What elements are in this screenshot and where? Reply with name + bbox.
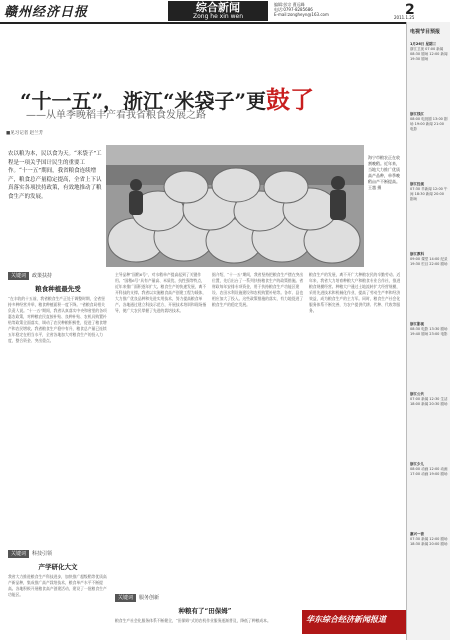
kicker-topic: 科技引领 (32, 551, 53, 557)
editor-contact (274, 2, 329, 17)
article-subtitle: ——从单季晚稻丰产看我省粮食发展之路 (26, 110, 206, 121)
article-column: 粮食生产的发展，离不开广大种粮农民的辛勤劳动。近年来，我省大力培育种粮大户和粮食专业合作社，推进粮食规模经营。种粮大户通过土地流转扩大经营规模，采用先进技术和机械化作业，提高了劳动生产率和经济效益，成为粮食生产的主力军。同时，粮食生产社会化服务体系不断完善，为农户提供代耕、代种、代收等服务。 (309, 272, 401, 313)
tv-guide-item (410, 42, 448, 62)
kicker-topic: 政策扶持 (32, 273, 53, 279)
channel-name: 浙江公共 (410, 392, 424, 396)
tv-guide-item (410, 112, 448, 132)
article-lead: 农以粮为本，民以食为天。“米袋子”工程是一项关乎国计民生的重要工作。“十一五”期间，我省粮食连续增产，粮食总产量稳定提高，全省上下认真落实各项扶持政策，有效地推动了粮食生产的发展。 (8, 151, 102, 200)
tv-guide-item (410, 392, 448, 407)
article-column: 主导品种“国稻6号”，对水稻单产提高起到了关键作用。“国稻6号”具有产量高、米质优、抗性强等特点，近年来推广面积逐年扩大。粮食生产的快速发展，离不开科技的支撑。我省以实施粮食高产创建工程为载体，大力推广优良品种和先进实用技术，努力提高粮食单产。各地通过建立科技示范方，开展技术培训和现场指导，使广大农民掌握了先进的栽培技术。 (115, 272, 207, 313)
section-title: 综合新闻 (196, 1, 240, 14)
channel-name: 浙江少儿 (410, 462, 424, 466)
kicker-topic: 服务创新 (139, 595, 160, 601)
tv-guide-heading: 电视节目预报 (410, 29, 441, 35)
tv-guide-item (410, 532, 448, 547)
channel-name: 1月26日 星期三 (410, 42, 437, 46)
kicker-label: 关键词 (8, 550, 29, 558)
channel-name: 浙江影视 (410, 322, 424, 326)
channel-schedule: 07:00 新闻 12:30 生活 18:00 新闻 20:30 剧场 (410, 397, 448, 406)
channel-name: 嘉兴一套 (410, 532, 424, 536)
tv-guide-item (410, 462, 448, 477)
contact-editors: 编辑:彭宗 曹远峰 (274, 2, 305, 7)
channel-schedule: 08:30 电影 13:30 剧场 19:40 剧场 23:00 电影 (410, 327, 448, 336)
kicker-service (115, 594, 162, 602)
section-heading: 种粮有了“田保姆” (178, 607, 232, 615)
rice-harvest-photo (106, 145, 364, 267)
page-header (0, 0, 450, 22)
section-heading: 粮食种植最先受 (35, 285, 81, 293)
promo-banner-text: 华东综合经济新闻报道 (306, 615, 386, 624)
headline-emphasis: 鼓了 (266, 85, 315, 114)
contact-phone: 电话:0797-8285686 (274, 7, 313, 12)
channel-schedule: 07:30 新闻 12:00 剧场 18:30 新闻 20:00 剧场 (410, 537, 448, 546)
channel-schedule: 09:00 课堂 14:00 纪录 19:30 栏目 22:00 剧场 (410, 257, 448, 266)
header-rule (0, 22, 450, 24)
channel-schedule: 浙江卫视 07:00 新闻 08:30 剧场 12:00 新闻 19:30 剧场 (410, 47, 448, 61)
section-heading: 产学研化大文 (38, 563, 78, 571)
channel-schedule: 08:00 电视剧 13:00 剧场 19:00 新闻 21:00 电影 (410, 117, 448, 131)
kicker-tech (8, 550, 55, 558)
photo-caption: 海宁市粮农正在收割晚稻。近年来，当地大力推广优质高产品种，单季晚稻亩产不断提高。王越 摄 (368, 155, 400, 190)
section-label (168, 1, 268, 21)
masthead: 赣州经济日报 (4, 5, 89, 20)
section-body: 我省大力推进粮食生产科技进步，加快推广超级稻等优质高产新品种，集成推广高产栽培技术，粮食单产水平不断提高。各地积极开展粮食高产创建活动，建设了一批粮食生产功能区。 (8, 574, 107, 597)
page-number: 2 (405, 2, 415, 18)
channel-schedule: 08:00 动画 12:00 动画 17:00 动画 19:00 剧场 (410, 467, 448, 476)
channel-name: 浙江经视 (410, 182, 424, 186)
kicker-label: 关键词 (8, 272, 29, 280)
contact-email: E-mail:zongheyn@163.com (274, 12, 329, 17)
channel-schedule: 07:30 早新闻 12:00 午间 18:30 新闻 20:00 剧场 (410, 187, 448, 201)
kicker-policy (8, 272, 55, 280)
section-body: “在丰收的十五前，我省粮食生产正处于调整时期，全省坚持多种经营并举，粮食种植面积一度下降。”省粮食局相关负责人说。“十一五”期间，我省认真落实中央和省里的各项惠农政策，对种粮农民直接补贴、良种补贴、农机具购置补贴等政策全面落实，调动了农民种粮积极性，促进了粮食增产和农民增收。我省粮食生产稳中有升，粮食总产量已连续五年稳定在相当水平，全省各地加大对粮食生产的投入力度，整合资金、突出重点。 (8, 296, 107, 343)
page-date: 2011.1.25 (394, 15, 415, 20)
channel-name: 浙江教科 (410, 252, 424, 256)
channel-name: 浙江钱江 (410, 112, 424, 116)
kicker-label: 关键词 (115, 594, 136, 602)
section-body: 粮食生产社会化服务体系不断健全，“田保姆”式的农机作业服务逐渐普及，降低了种粮成本。 (115, 618, 271, 623)
article-column: 据介绍，“十一五”期间，我省坚持把粮食生产摆在突出位置，先后出台了一系列扶持粮食生产的政策措施。省财政每年安排专项资金，用于扶持粮食生产功能区建设、农田水利设施建设和农机购置补贴等。各市、县也相应加大了投入。这些政策措施的落实，有力地促进了粮食生产的稳定发展。 (212, 272, 304, 307)
tv-guide-item (410, 252, 448, 267)
headline-text: “十一五”，浙江“米袋子”更 (20, 89, 267, 113)
tv-guide-item (410, 182, 448, 202)
tv-guide-item (410, 322, 448, 337)
article-byline: ■见习记者 赵兰芳 (6, 131, 44, 136)
section-pinyin: Zong he xin wen (192, 13, 244, 20)
